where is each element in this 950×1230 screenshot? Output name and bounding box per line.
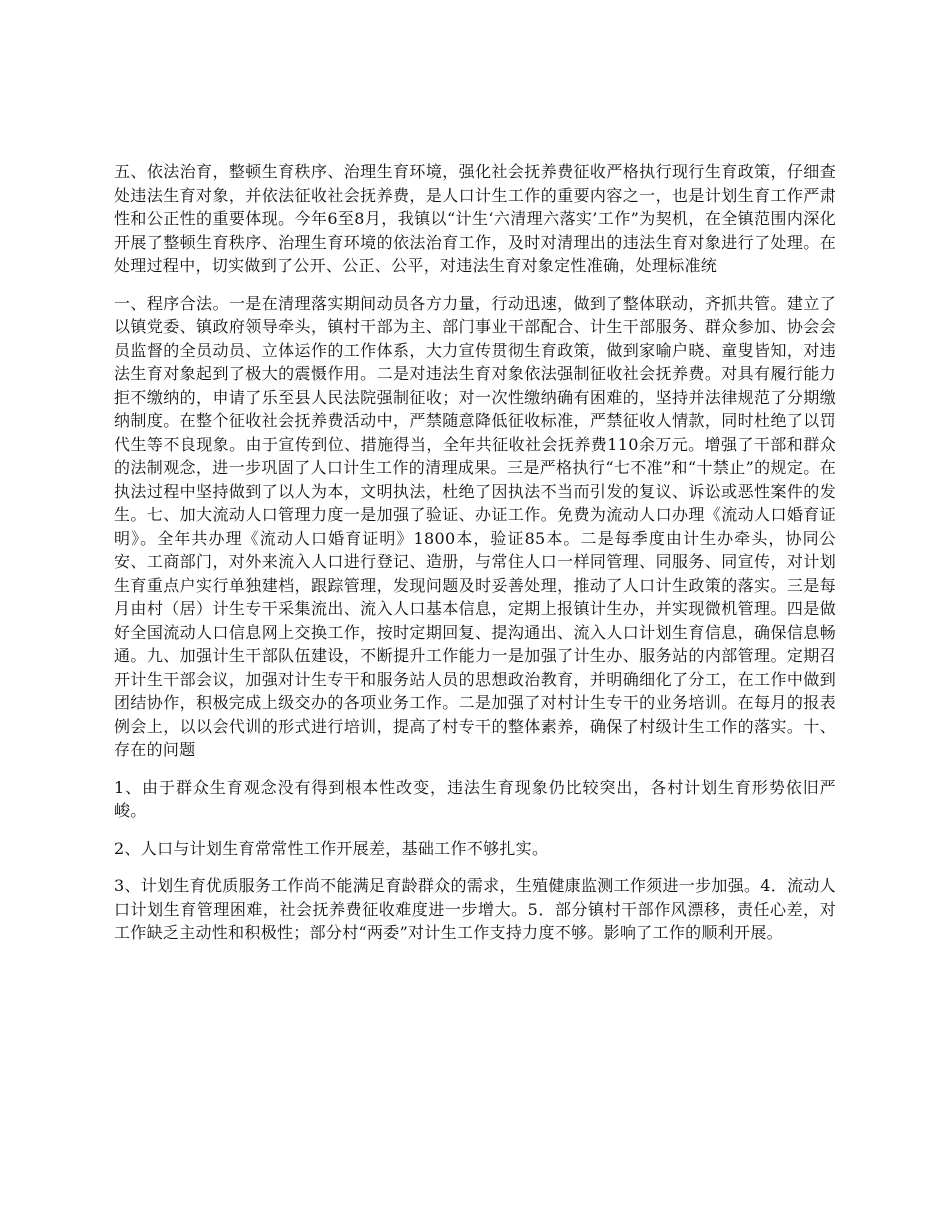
paragraph-procedure: 一、程序合法。一是在清理落实期间动员各方力量，行动迅速，做到了整体联动，齐抓共管。建立了以镇党委、镇政府领导牵头，镇村干部为主、部门事业干部配合、计生干部服务、群众参加、协会会员监督的全员动员、立体运作的工作体系，大力宣传贯彻生育政策，做到家喻户晓、童叟皆知，对违法生育对象起到了极大的震慑作用。二是对违法生育对象依法强制征收社会抚养费。对具有履行能力拒不缴纳的，申请了乐至县人民法院强制征收；对一次性缴纳确有困难的，坚持并法律规范了分期缴纳制度。在整个征收社会抚养费活动中，严禁随意降低征收标准，严禁征收人情款，同时杜绝了以罚代生等不良现象。由于宣传到位、措施得当，全年共征收社会抚养费110余万元。增强了干部和群众的法制观念，进一步巩固了人口计生工作的清理成果。三是严格执行“七不准”和“十禁止”的规定。在执法过程中坚持做到了以人为本，文明执法，杜绝了因执法不当而引发的复议、诉讼或恶性案件的发生。七、加大流动人口管理力度一是加强了验证、办证工作。免费为流动人口办理《流动人口婚育证明》。全年共办理《流动人口婚育证明》1800本，验证85本。二是每季度由计生办牵头，协同公安、工商部门，对外来流入人口进行登记、造册，与常住人口一样同管理、同服务、同宣传，对计划生育重点户实行单独建档，跟踪管理，发现问题及时妥善处理，推动了人口计生政策的落实。三是每月由村（居）计生专干采集流出、流入人口基本信息，定期上报镇计生办，并实现微机管理。四是做好全国流动人口信息网上交换工作，按时定期回复、提沟通出、流入人口计划生育信息，确保信息畅通。九、加强计生干部队伍建设，不断提升工作能力一是加强了计生办、服务站的内部管理。定期召开计生干部会议，加强对计生专干和服务站人员的思想政治教育，并明确细化了分工，在工作中做到团结协作，积极完成上级交办的各项业务工作。二是加强了对村计生专干的业务培训。在每月的报表例会上，以以会代训的形式进行培训，提高了村专干的整体素养，确保了村级计生工作的落实。十、存在的问题: [114, 293, 836, 759]
paragraph-issue-3: 3、计划生育优质服务工作尚不能满足育龄群众的需求，生殖健康监测工作须进一步加强。4．流动人口计划生育管理困难，社会抚养费征收难度进一步增大。5．部分镇村干部作风漂移，责任心差，对工作缺乏主动性和积极性；部分村“两委”对计生工作支持力度不够。影响了工作的顺利开展。: [114, 876, 836, 942]
paragraph-issue-1: 1、由于群众生育观念没有得到根本性改变，违法生育现象仍比较突出，各村计划生育形势依旧严峻。: [114, 777, 836, 820]
paragraph-issue-2: 2、人口与计划生育常常性工作开展差，基础工作不够扎实。: [114, 838, 549, 858]
paragraph-enforcement: 五、依法治育，整顿生育秩序、治理生育环境，强化社会抚养费征收严格执行现行生育政策，仔细查处违法生育对象，并依法征收社会抚养费，是人口计生工作的重要内容之一，也是计划生育工作严肃性和公正性的重要体现。今年6至8月，我镇以“计生‘六清理六落实’工作”为契机，在全镇范围内深化开展了整顿生育秩序、治理生育环境的依法治育工作，及时对清理出的违法生育对象进行了处理。在处理过程中，切实做到了公开、公正、公平，对违法生育对象定性准确，处理标准统: [114, 162, 836, 275]
document-body: [114, 160, 836, 959]
